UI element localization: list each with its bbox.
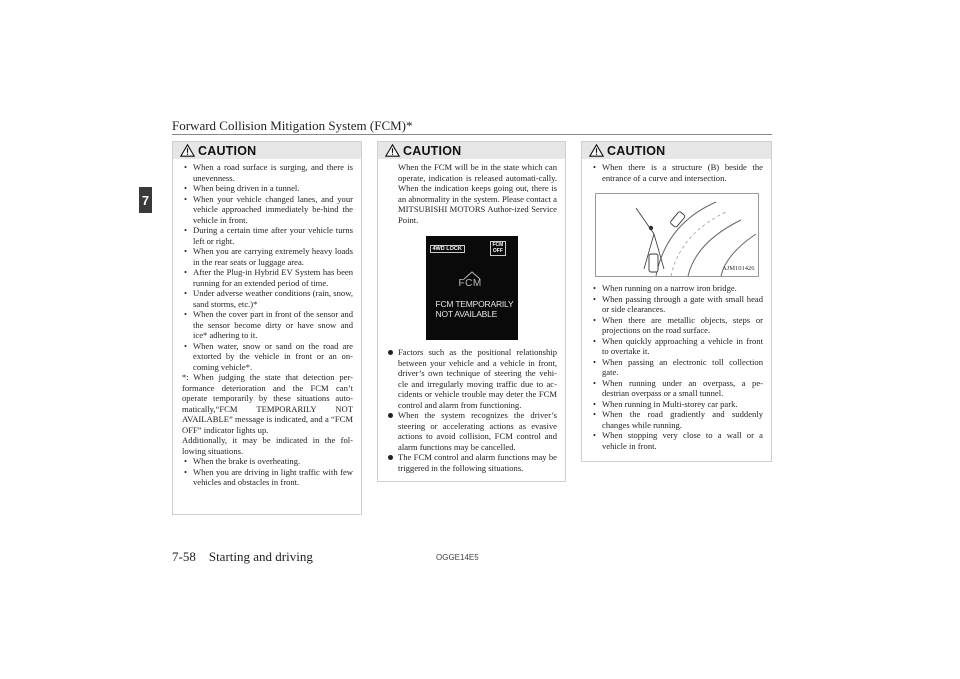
bullet-list [591,283,763,451]
list-item: • When the cover part in front of the sensor and the sensor become dirty or have snow and ice* adhering to it. [182,309,353,341]
diagram-code: AJM101426 [721,265,755,272]
list-item: • When water, snow or sand on the road are extorted by the vehicle in front or an on-coming vehicle*. [182,341,353,373]
list-item: • When running in Multi-storey car park. [591,399,763,410]
list-item: When the system recognizes the driver’s steering or accelerating actions as evasive actions to avoid collision, FCM control and alarm functions may be cancelled. [387,410,557,452]
bullet-list [182,456,353,488]
list-item: • When passing an electronic toll collection gate. [591,357,763,378]
message-line2: NOT AVAILABLE [435,309,498,319]
caution-label: CAUTION [403,143,462,158]
caution-box-left [172,141,362,515]
list-item: • When being driven in a tunnel. [182,183,353,194]
list-item: • When there is a structure (B) beside the entrance of a curve and intersection. [591,162,763,183]
caution-content-bullets [582,283,771,455]
list-item: • When there are metallic objects, steps or projections on the road surface. [591,315,763,336]
fcm-off-line2: OFF [492,247,503,254]
caution-box-middle [377,141,566,482]
caution-header [582,142,771,159]
list-item: • When you are driving in light traffic with few vehicles and obstacles in front. [182,467,353,488]
caution-content-bullets [378,347,565,477]
list-item: • When running under an overpass, a pe-destrian overpass or a small tunnel. [591,378,763,399]
road-curve-illustration [596,194,758,276]
bullet-list [591,162,763,183]
list-item: • During a certain time after your vehicle turns left or right. [182,225,353,246]
caution-content [173,159,361,492]
paragraph: Additionally, it may be indicated in the fol-lowing situations. [182,435,353,456]
caution-box-right [581,141,772,462]
caution-label: CAUTION [607,143,666,158]
paragraph: When the FCM will be in the state which can operate, indication is released automati-cally. When the indication keeps going out, there is an abnormality in the system. Please contact a MITSUBISHI MOTORS Author-ized Service Point. [398,162,557,225]
list-item: • When your vehicle changed lanes, and your vehicle approached immediately be-hind the vehicle in front. [182,194,353,226]
list-item: • Under adverse weather conditions (rain, snow, sand storms, etc.)* [182,288,353,309]
section-tab: 7 [139,187,152,213]
warning-triangle-icon [385,144,400,157]
fcm-off-indicator [490,241,507,256]
warning-triangle-icon [180,144,195,157]
caution-header [173,142,361,159]
section-name: Starting and driving [208,549,313,564]
4wd-lock-indicator: 4WD LOCK [430,245,465,253]
footer-doc-code: OGGE14E5 [436,553,479,562]
list-item: The FCM control and alarm functions may be triggered in the following situations. [387,452,557,473]
list-item: • When a road surface is surging, and there is unevenness. [182,162,353,183]
footer-page-label [172,549,313,565]
caution-label: CAUTION [198,143,257,158]
list-item: • When passing through a gate with small head or side clearances. [591,294,763,315]
caution-header [378,142,565,159]
list-item: • When the road gradiently and suddenly changes while running. [591,409,763,430]
list-item: • When you are carrying extremely heavy loads in the rear seats or luggage area. [182,246,353,267]
list-item: • After the Plug-in Hybrid EV System has been running for an extended period of time. [182,267,353,288]
fcm-off-line1: FCM [492,242,504,248]
caution-content [378,159,565,229]
curve-structure-diagram [595,193,759,277]
page-header-title: Forward Collision Mitigation System (FCM)* [172,118,413,133]
list-item: • When quickly approaching a vehicle in front to overtake it. [591,336,763,357]
header-rule [172,134,772,135]
list-item: Factors such as the positional relationship between your vehicle and a vehicle in front, driver’s own technique of steering the vehi-cle and irregularly moving traffic due to ac-cidents or vehicle trouble may deter the FCM control and alarm from functioning. [387,347,557,410]
page-number: 7-58 [172,549,196,564]
list-item: • When running on a narrow iron bridge. [591,283,763,294]
footnote: *: When judging the state that detection per-formance deterioration and the FCM can’t operate temporarily by these situations auto-matically,“FCM TEMPORARILY NOT AVAILABLE” message is indicated, and a “FCM OFF” indicator lights up. [182,372,353,435]
list-item: • When stopping very close to a wall or a vehicle in front. [591,430,763,451]
warning-triangle-icon [589,144,604,157]
bullet-list [182,162,353,372]
fcm-message [436,299,514,319]
message-line1: FCM TEMPORARILY [435,299,514,309]
caution-content [582,159,771,187]
list-item: • When the brake is overheating. [182,456,353,467]
dot-list [387,347,557,473]
instrument-display-image [426,236,518,340]
fcm-logo: FCM [458,278,482,289]
